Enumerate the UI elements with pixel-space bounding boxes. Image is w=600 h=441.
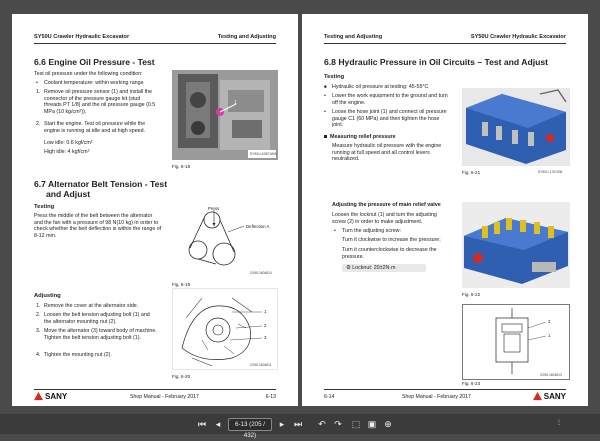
- fit-width-icon[interactable]: ⬚: [351, 419, 361, 429]
- left-page: [12, 14, 298, 406]
- bullet-dot-icon: •: [324, 109, 326, 115]
- locknut-torque: ⚙ Locknut: 20±2N·m: [346, 265, 396, 271]
- viewer-toolbar: [0, 414, 600, 439]
- fig20-label-1: 1: [264, 309, 267, 314]
- more-options-icon[interactable]: ⋮: [556, 420, 562, 426]
- fig-6-22-caption: Fig. 6-22: [462, 292, 481, 297]
- s66-high-idle: High idle: 4 kgf/cm²: [44, 149, 90, 155]
- fig-6-21-caption: Fig. 6-21: [462, 170, 481, 175]
- s66-step-2: 2. Start the engine. Test oil pressure while the engine is running at idle and at high speed.: [36, 121, 146, 134]
- fig-6-18-caption: Fig. 6-18: [172, 164, 191, 169]
- forward-icon[interactable]: ↷: [334, 419, 342, 429]
- turn-bullet: • Turn the adjusting screw:: [334, 228, 401, 234]
- fig19-press-label: Press: [208, 206, 220, 211]
- bullet-dot-icon: •: [324, 93, 326, 99]
- header-title: SY50U Crawler Hydraulic Excavator: [34, 34, 130, 40]
- previous-page-icon[interactable]: ◂: [215, 419, 221, 429]
- header-title: SY50U Crawler Hydraulic Excavator: [470, 34, 566, 40]
- s68-testing-heading: Testing: [324, 74, 345, 80]
- fig23-label-2: 2: [548, 319, 551, 324]
- s66-bullet: • Coolant temperature: within working range: [36, 80, 144, 86]
- fig23-code: ZX55-1604813: [540, 373, 562, 377]
- adjusting-title: Adjusting the pressure of main relief valve: [332, 202, 441, 208]
- footer-page: 6-14: [324, 394, 335, 400]
- footer-manual: Shop Manual - February 2017: [130, 394, 199, 400]
- s68-step-1: • Lower the work equipment to the ground and turn off the engine.: [324, 93, 448, 106]
- adjusting-text: Loosen the locknut (1) and turn the adjusting screw (2) in order to make adjustment.: [332, 212, 437, 225]
- header-section: Testing and Adjusting: [324, 34, 383, 40]
- fig19-deflection-label: Deflection A: [246, 224, 270, 229]
- fig-6-22-image: [462, 202, 570, 288]
- fig20-label-2: 2: [264, 323, 267, 328]
- bullet-square-icon: [324, 135, 327, 138]
- locknut-torque-box: [342, 264, 426, 272]
- zoom-icon[interactable]: ⊕: [384, 419, 392, 429]
- s67-testing-heading: Testing: [34, 204, 55, 210]
- section-6-8-title: 6.8 Hydraulic Pressure in Oil Circuits – Test and Adjust: [324, 57, 548, 67]
- fig-6-21-image: [462, 88, 570, 166]
- first-page-icon[interactable]: ⏮: [197, 419, 207, 429]
- bullet-dot-icon: •: [334, 228, 336, 234]
- measuring-text: Measure hydraulic oil pressure with the engine running at full speed and all control levers neutralized.: [332, 143, 442, 163]
- fig-6-20-drawing: [172, 288, 278, 370]
- adj-step-2: 2. Loosen the belt tension adjusting bolt (1) and the alternator mounting nut (2).: [36, 312, 150, 325]
- fig-6-18-image: [172, 70, 278, 160]
- footer-manual: Shop Manual - February 2017: [402, 394, 471, 400]
- sany-logo: SANY: [533, 392, 566, 401]
- sany-logo-icon: [34, 392, 43, 401]
- fig21-code: SY50U-1701906: [538, 170, 563, 174]
- s68-bullet-1: ■ Hydraulic oil pressure at testing: 45-55°C: [324, 84, 429, 90]
- sany-logo-icon: [533, 392, 542, 401]
- fit-page-icon[interactable]: ▣: [367, 419, 377, 429]
- last-page-icon[interactable]: ⏭: [293, 419, 303, 429]
- header-section: Testing and Adjusting: [217, 34, 276, 40]
- fig-6-19-caption: Fig. 6-19: [172, 282, 191, 287]
- header-rule: [34, 43, 276, 44]
- fig23-label-1: 1: [548, 333, 551, 338]
- measuring-heading: Measuring relief pressure: [324, 134, 396, 140]
- footer-rule: [324, 389, 566, 390]
- clockwise-text: Turn it clockwise to increase the pressure;: [342, 237, 441, 243]
- adj-step-3: 3. Move the alternator (3) toward body of machine. Tighten the belt tension adjusting bolt (1).: [36, 328, 157, 341]
- wrench-icon: ⚙: [346, 265, 351, 271]
- fig20-code: ZX55-1604811: [250, 363, 272, 367]
- s66-intro: Test oil pressure under the following condition:: [34, 71, 143, 77]
- fig-6-20-caption: Fig. 6-20: [172, 374, 191, 379]
- fig20-label-3: 3: [264, 335, 267, 340]
- right-page: [302, 14, 588, 406]
- section-6-7-title: 6.7 Alternator Belt Tension - Test and Adjust: [34, 179, 168, 199]
- s66-step-1: 1. Remove oil pressure sensor (1) and install the connector of the pressure gauge kit (stud threads PT 1/8) and the oil pressure gauge (0.5 MPa (10 kg/cm²)).: [36, 89, 156, 115]
- s68-step-2: • Loose the hose joint (1) and connect oil pressure gauge C1 (60 MPa) and then tighten the hose joint.: [324, 109, 447, 129]
- next-page-icon[interactable]: ▸: [279, 419, 285, 429]
- fig19-code: ZX55-1604810: [250, 271, 272, 275]
- adj-step-1: 1. Remove the cover at the alternator side.: [36, 303, 139, 309]
- adj-step-4: 4. Tighten the mounting nut (2).: [36, 352, 112, 358]
- fig-6-23-drawing: [462, 304, 570, 380]
- page-number-input[interactable]: 6-13 (205 / 432): [228, 418, 272, 431]
- fig-6-19-diagram: [172, 206, 278, 278]
- bullet-dot-icon: •: [36, 80, 38, 86]
- header-rule: [324, 43, 566, 44]
- s67-testing-text: Press the middle of the belt between the alternator and the fan with a pressure of 98 N(10 kg) in order to check whether the belt deflection is within the range of 8-12 mm.: [34, 213, 162, 239]
- footer-rule: [34, 389, 276, 390]
- bullet-square-icon: ■: [324, 84, 327, 89]
- section-6-6-title: 6.6 Engine Oil Pressure - Test: [34, 57, 155, 67]
- fig18-code: SY50U-A0871806: [250, 152, 277, 156]
- s67-adjusting-heading: Adjusting: [34, 293, 61, 299]
- sany-logo: SANY: [34, 392, 67, 401]
- counterclockwise-text: Turn it counterclockwise to decrease the pressure.: [342, 247, 437, 260]
- back-icon[interactable]: ↶: [318, 419, 326, 429]
- footer-page: 6-13: [265, 394, 276, 400]
- fig-6-23-caption: Fig. 6-23: [462, 381, 481, 386]
- fig18-marker: 1: [234, 100, 237, 106]
- s66-low-idle: Low idle: 0.6 kgf/cm²: [44, 140, 93, 146]
